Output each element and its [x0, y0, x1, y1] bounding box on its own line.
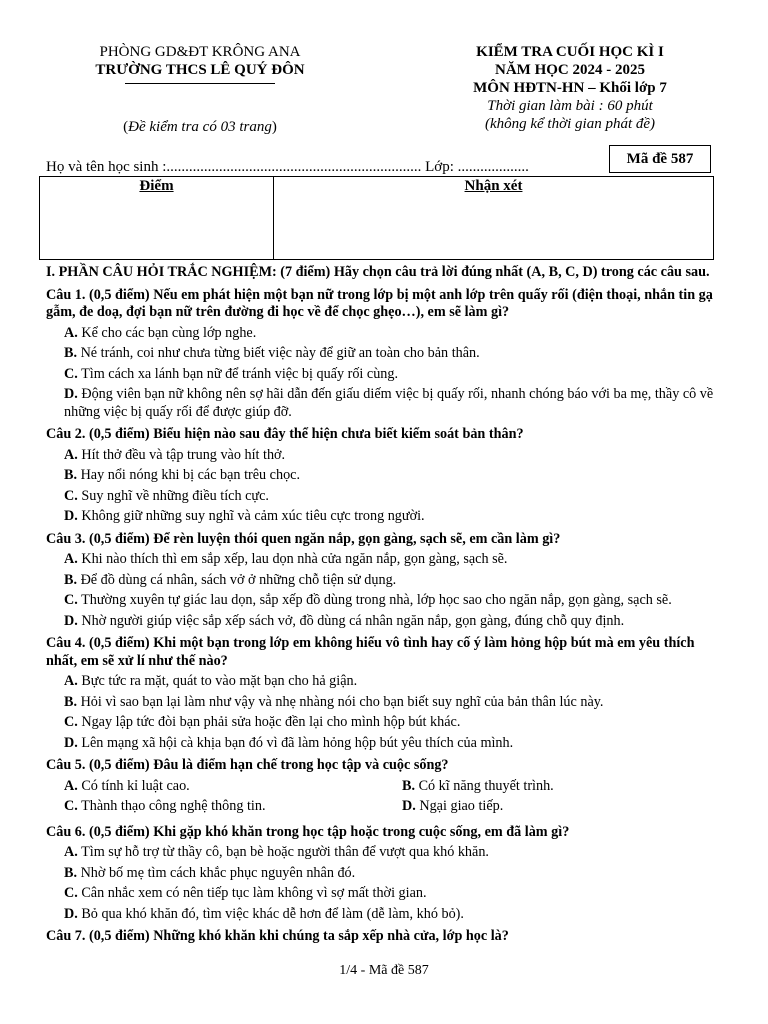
option-row — [46, 778, 722, 799]
header-right — [430, 43, 710, 133]
option-key: D. — [64, 905, 78, 922]
question-6 — [46, 824, 722, 924]
option-text: Lên mạng xã hội cà khịa bạn đó vì đã làm hỏng hộp bút yêu thích của mình. — [81, 734, 514, 751]
exam-title: KIỂM TRA CUỐI HỌC KÌ I — [476, 44, 664, 60]
question-text: Câu 1. (0,5 điểm) Nếu em phát hiện một bạn nữ trong lớp bị một anh lớp trên quấy rối (điện thoại, nhắn tin gạ gẫm, đe doạ, đợi bạn nữ trên đường đi học về để chọc ghẹo…), em sẽ làm gì? — [46, 286, 713, 320]
question-text: Câu 3. (0,5 điểm) Để rèn luyện thói quen ngăn nắp, gọn gàng, sạch sẽ, em cần làm gì? — [46, 530, 561, 547]
option-key: D. — [64, 734, 78, 751]
page-count-text: Đề kiểm tra có 03 trang — [128, 119, 272, 135]
subject-line: MÔN HĐTN-HN – Khối lớp 7 — [473, 80, 667, 96]
option-text: Hít thở đều và tập trung vào hít thở. — [81, 446, 286, 463]
option-text: Tìm cách xa lánh bạn nữ để tránh việc bị quấy rối cùng. — [81, 365, 399, 382]
option-d — [46, 386, 722, 421]
question-5 — [46, 757, 722, 819]
option-b — [46, 865, 722, 883]
option-c — [46, 366, 722, 384]
option-a — [46, 673, 722, 691]
option-key: A. — [64, 844, 78, 860]
option-text: Thường xuyên tự giác lau dọn, sắp xếp đồ dùng trong nhà, lớp học sao cho ngăn nắp, gọn gàng, sạch sẽ. — [81, 592, 672, 608]
option-a — [46, 778, 384, 796]
option-text: Không giữ những suy nghĩ và cảm xúc tiêu cực trong người. — [81, 508, 425, 524]
option-key: A. — [64, 446, 78, 463]
option-text: Tìm sự hỗ trợ từ thầy cô, bạn bè hoặc người thân để vượt qua khó khăn. — [81, 844, 489, 860]
option-text: Có kĩ năng thuyết trình. — [418, 777, 554, 794]
question-text: Câu 2. (0,5 điểm) Biểu hiện nào sau đây thể hiện chưa biết kiểm soát bản thân? — [46, 426, 524, 442]
option-text: Có tính kỉ luật cao. — [81, 777, 190, 794]
option-text: Hay nổi nóng khi bị các bạn trêu chọc. — [80, 467, 301, 483]
question-text: Câu 4. (0,5 điểm) Khi một bạn trong lớp em không hiểu vô tình hay cố ý làm hỏng hộp bút mà em yêu thích nhất, em sẽ xử lí như thế nào? — [46, 635, 695, 669]
option-c — [46, 592, 722, 610]
option-b — [46, 572, 722, 590]
option-a — [46, 325, 722, 343]
option-key: A. — [64, 551, 78, 567]
question-7 — [46, 928, 722, 946]
option-text: Né tránh, coi như chưa từng biết việc này để giữ an toàn cho bản thân. — [80, 345, 480, 361]
option-text: Cân nhắc xem có nên tiếp tục làm không vì sợ mất thời gian. — [81, 885, 427, 901]
option-b — [46, 345, 722, 363]
option-b — [384, 778, 722, 796]
option-key: D. — [64, 386, 78, 402]
option-key: A. — [64, 324, 78, 341]
option-key: C. — [64, 714, 78, 730]
exam-code-box: Mã đề 587 — [609, 145, 711, 173]
option-d — [384, 798, 722, 816]
question-3 — [46, 531, 722, 631]
header-left — [60, 43, 340, 135]
section-title: I. PHẦN CÂU HỎI TRẮC NGHIỆM: (7 điểm) Hãy chọn câu trả lời đúng nhất (A, B, C, D) trong các câu sau. — [46, 264, 710, 280]
option-key: A. — [64, 673, 78, 689]
question-text: Câu 5. (0,5 điểm) Đâu là điểm hạn chế trong học tập và cuộc sống? — [46, 757, 449, 773]
option-c — [46, 885, 722, 903]
questions-section — [46, 264, 722, 949]
option-text: Nhờ người giúp việc sắp xếp sách vở, đồ dùng cá nhân ngăn nắp, gọn gàng, đúng chỗ quy định. — [81, 612, 625, 629]
page-count-close-paren: ) — [271, 119, 277, 135]
option-a — [46, 551, 722, 569]
option-text: Khi nào thích thì em sắp xếp, lau dọn nhà cửa ngăn nắp, gọn gàng, sạch sẽ. — [81, 551, 508, 567]
option-text: Động viên bạn nữ không nên sợ hãi dẫn đến giấu diếm việc bị quấy rối, nhanh chóng báo với ba mẹ, thầy cô về những việc bị quấy rối để được giúp đỡ. — [64, 386, 714, 420]
option-text: Bực tức ra mặt, quát to vào mặt bạn cho hả giận. — [81, 673, 358, 689]
option-b — [46, 467, 722, 485]
option-key: C. — [64, 365, 78, 382]
school-underline — [125, 83, 275, 84]
question-2 — [46, 426, 722, 526]
option-a — [46, 844, 722, 862]
duration-line: Thời gian làm bài : 60 phút — [487, 98, 653, 114]
option-key: B. — [64, 467, 78, 483]
score-cell: Điểm — [40, 177, 274, 260]
option-text: Để đồ dùng cá nhân, sách vở ở những chỗ tiện sử dụng. — [80, 571, 397, 588]
option-key: B. — [64, 345, 78, 361]
option-d — [46, 508, 722, 526]
grade-table — [39, 176, 714, 260]
option-key: D. — [64, 508, 78, 524]
school-name: TRƯỜNG THCS LÊ QUÝ ĐÔN — [95, 62, 305, 78]
option-key: B. — [64, 693, 78, 710]
option-text: Bỏ qua khó khăn đó, tìm việc khác dễ hơn để làm (dễ làm, khó bỏ). — [81, 905, 464, 922]
question-1 — [46, 287, 722, 422]
option-text: Kể cho các bạn cùng lớp nghe. — [81, 324, 257, 341]
option-d — [46, 613, 722, 631]
option-key: B. — [402, 777, 416, 794]
option-text: Nhờ bố mẹ tìm cách khắc phục nguyên nhân đó. — [80, 864, 356, 881]
comment-cell: Nhận xét — [274, 177, 714, 260]
duration-note: (không kể thời gian phát đề) — [484, 116, 656, 132]
option-a — [46, 447, 722, 465]
option-b — [46, 694, 722, 712]
option-c — [46, 798, 384, 816]
student-info-line: Họ và tên học sinh :.................................................................... Lớp: ................... — [46, 159, 529, 175]
option-key: A. — [64, 777, 78, 794]
option-d — [46, 906, 722, 924]
option-key: C. — [64, 592, 78, 608]
department-name: PHÒNG GD&ĐT KRÔNG ANA — [99, 44, 301, 60]
page-footer: 1/4 - Mã đề 587 — [339, 963, 429, 978]
page-count-open-paren: ( — [123, 119, 129, 135]
option-key: B. — [64, 864, 78, 881]
option-key: C. — [64, 885, 78, 901]
option-text: Ngay lập tức đòi bạn phải sửa hoặc đền lại cho mình hộp bút khác. — [81, 714, 461, 730]
question-text: Câu 6. (0,5 điểm) Khi gặp khó khăn trong học tập hoặc trong cuộc sống, em đã làm gì? — [46, 823, 570, 840]
option-text: Thành thạo công nghệ thông tin. — [81, 798, 266, 814]
school-year: NĂM HỌC 2024 - 2025 — [495, 62, 645, 78]
page-count-note — [60, 118, 340, 136]
option-c — [46, 488, 722, 506]
option-row — [46, 798, 722, 819]
option-text: Suy nghĩ về những điều tích cực. — [81, 487, 269, 504]
option-text: Hỏi vì sao bạn lại làm như vậy và nhẹ nhàng nói cho bạn biết suy nghĩ của bản thân lúc này. — [80, 693, 604, 710]
option-key: C. — [64, 487, 78, 504]
option-key: B. — [64, 571, 78, 588]
question-4 — [46, 635, 722, 752]
option-c — [46, 714, 722, 732]
option-key: D. — [402, 798, 416, 814]
option-text: Ngại giao tiếp. — [419, 798, 504, 814]
question-text: Câu 7. (0,5 điểm) Những khó khăn khi chúng ta sắp xếp nhà cửa, lớp học là? — [46, 928, 509, 944]
option-key: C. — [64, 798, 78, 814]
option-key: D. — [64, 612, 78, 629]
option-d — [46, 735, 722, 753]
